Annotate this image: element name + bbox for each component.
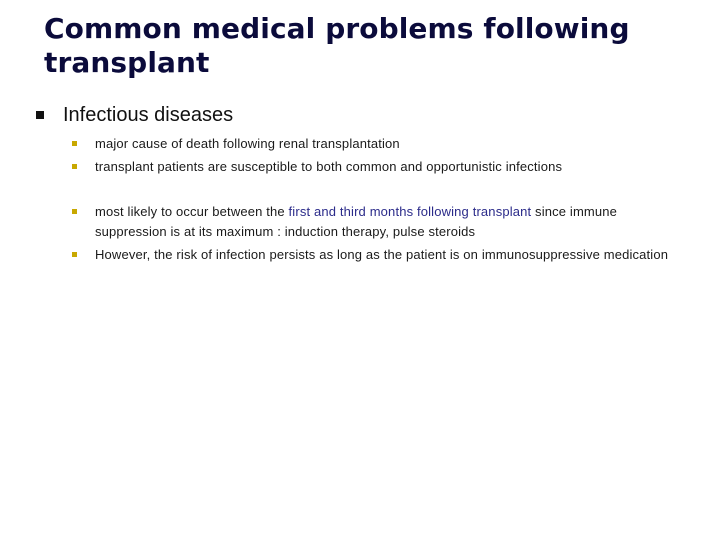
heading-text: Infectious diseases [63, 104, 234, 126]
list-item [72, 202, 692, 242]
list-item-text: However, the risk of infection persists as long as the patient is on immunosuppressive medication [95, 247, 669, 262]
list-item-text: major cause of death following renal transplantation [95, 136, 400, 151]
sub-bullet-list-a [72, 134, 692, 180]
sub-bullet-list-b [72, 202, 692, 268]
square-bullet-icon [36, 111, 44, 119]
square-bullet-icon [72, 141, 77, 146]
list-item-text: transplant patients are susceptible to both common and opportunistic infections [95, 159, 563, 174]
list-item [72, 134, 692, 154]
square-bullet-icon [72, 164, 77, 169]
highlighted-text: first and third months following transplant [288, 204, 532, 219]
list-item-text-post: since immune suppression is at its maximum : induction therapy, pulse steroids [95, 204, 618, 239]
slide-title: Common medical problems following transplant [44, 12, 630, 79]
square-bullet-icon [72, 209, 77, 214]
list-item [72, 157, 692, 177]
list-item [72, 245, 692, 265]
list-item-text-pre: most likely to occur between the [95, 204, 289, 219]
square-bullet-icon [72, 252, 77, 257]
bullet-infectious-diseases [36, 103, 233, 127]
